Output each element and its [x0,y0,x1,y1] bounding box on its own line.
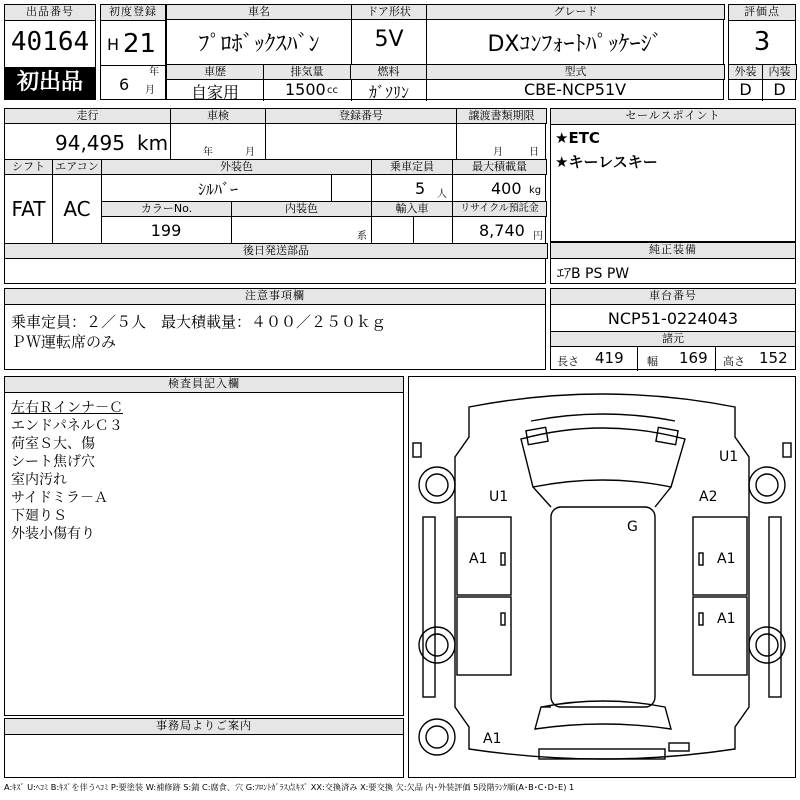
ext-color-label: 外装色 [101,159,372,175]
width: 169 [679,349,708,367]
mileage: 94,495 [55,131,125,155]
legend: A:ｷｽﾞ U:ﾍｺﾐ B:ｷｽﾞを伴うﾍｺﾐ P:要塗装 W:補修跡 S:錆 C:腐食、穴 G:ﾌﾛﾝﾄｶﾞﾗｽ点ｷｽﾞ XX:交換済み X:要交換 欠:欠品 内･外装評価 5段階ﾗﾝｸ順(A･B･C･D･E) 1 [4,782,575,792]
damage-mark: A1 [717,551,736,567]
displacement: 1500 [285,80,326,99]
damage-mark: A1 [483,731,502,747]
inspector-line: 外装小傷有り [11,526,95,542]
damage-mark: G [627,519,638,535]
inspector-box [4,376,404,716]
interior-grade: D [773,80,786,99]
lot-label: 出品番号 [5,5,95,21]
inspector-line: シート焦げ穴 [11,454,95,470]
lot-number: 40164 [10,27,90,57]
office-box [4,718,404,778]
transfer-month-unit: 月 [493,147,503,158]
lot-box [4,4,96,100]
import-label: 輸入車 [371,201,453,217]
transfer-label: 譲渡書類期限 [456,108,547,124]
model-label: 型式 [426,64,725,80]
displacement-unit: cc [327,85,338,96]
dims-label: 諸元 [550,331,796,347]
grade: DXｺﾝﾌｫｰﾄﾊﾟｯｹｰｼﾞ [487,32,663,57]
inspector-label: 検査員記入欄 [5,377,403,393]
inspection-month-unit: 月 [245,147,255,158]
chassis-number: NCP51-0224043 [607,309,739,328]
damage-mark: U1 [719,449,739,465]
load-unit: kg [529,185,542,196]
shift-label: シフト [4,159,53,175]
chassis-box [550,288,796,370]
later-parts-label: 後日発送部品 [4,243,548,259]
notes-label: 注意事項欄 [5,289,545,305]
transfer-day-unit: 日 [529,147,539,158]
sales-points-label: セールスポイント [551,109,795,125]
damage-diagram [408,376,796,778]
door: 5V [374,27,404,52]
ext-color: ｼﾙﾊﾞｰ [197,180,238,199]
int-color-label: 内装色 [231,201,372,217]
history: 自家用 [190,83,239,102]
sales-point-item: ★キーレスキー [555,153,658,171]
int-color-unit: 系 [357,231,367,242]
mileage-label: 走行 [4,108,171,124]
capacity-unit: 人 [437,189,447,200]
year: 21 [123,29,157,59]
load: 400 [491,179,522,198]
damage-mark: A2 [699,489,718,505]
damage-mark: U1 [489,489,509,505]
score-label: 評価点 [729,5,795,21]
score-box [728,4,796,100]
damage-mark: A1 [469,551,488,567]
recycle: 8,740 [479,221,525,240]
score: 3 [753,27,771,57]
ac: AC [63,197,91,221]
recycle-label: リサイクル預託金 [452,201,547,217]
genuine-equipment: ｴｱB PS PW [557,266,630,282]
inspector-line: 左右Ｒインナ－Ｃ [11,400,123,416]
chassis-label: 車台番号 [551,289,795,305]
month: 6 [119,75,130,94]
notes-box [4,288,546,370]
inspection-year-unit: 年 [203,147,213,158]
notes-line-1: 乗車定員：２／５人 最大積載量：４００／２５０ｋｇ [11,313,387,331]
ac-label: エアコン [52,159,102,175]
car-name: ﾌﾟﾛﾎﾞｯｸｽﾊﾞﾝ [198,32,320,57]
office-label: 事務局よりご案内 [5,719,403,735]
inspection-label: 車検 [170,108,266,124]
month-unit: 月 [145,85,155,96]
width-label: 幅 [647,355,658,368]
exterior-grade: D [739,80,752,99]
car-outline [409,377,795,777]
fuel-label: 燃料 [350,64,427,80]
recycle-unit: 円 [533,231,543,242]
fuel: ｶﾞｿﾘﾝ [368,83,409,102]
vehicle-info [166,4,724,100]
interior-label: 内装 [762,64,797,80]
grade-label: グレード [426,4,725,20]
inspector-line: 下廻りＳ [11,508,67,524]
height: 152 [759,349,788,367]
notes-line-2: ＰＷ運転席のみ [11,333,117,351]
color-no-label: カラーNo. [101,201,232,217]
mileage-unit: km [137,131,169,155]
door-label: ドア形状 [351,4,427,20]
details-block [4,108,546,284]
inspector-line: サイドミラ－Ａ [11,490,109,506]
sales-point-item: ★ETC [555,129,600,147]
model: CBE-NCP51V [523,80,627,99]
sales-points-box [550,108,796,242]
displacement-label: 排気量 [263,64,351,80]
year-unit: 年 [149,67,159,78]
damage-mark: A1 [717,611,736,627]
length: 419 [595,349,624,367]
first-reg-label: 初度登録 [101,5,165,21]
first-registration [100,4,166,100]
capacity-label: 乗車定員 [371,159,453,175]
color-no: 199 [150,221,182,240]
length-label: 長さ [557,355,579,368]
era: H [107,35,120,54]
capacity: 5 [415,179,426,198]
registration-label: 登録番号 [265,108,457,124]
shift: FAT [11,197,46,221]
car-name-label: 車名 [166,4,352,20]
inspector-line: 荷室Ｓ大、傷 [11,436,95,452]
height-label: 高さ [723,355,745,368]
genuine-equipment-label: 純正装備 [551,243,795,259]
exterior-label: 外装 [728,64,763,80]
load-label: 最大積載量 [452,159,547,175]
inspector-line: 室内汚れ [11,472,67,488]
inspector-line: エンドパネルＣ３ [11,418,123,434]
history-label: 車歴 [166,64,264,80]
genuine-equipment-box [550,242,796,284]
first-listing-badge: 初出品 [5,67,95,99]
